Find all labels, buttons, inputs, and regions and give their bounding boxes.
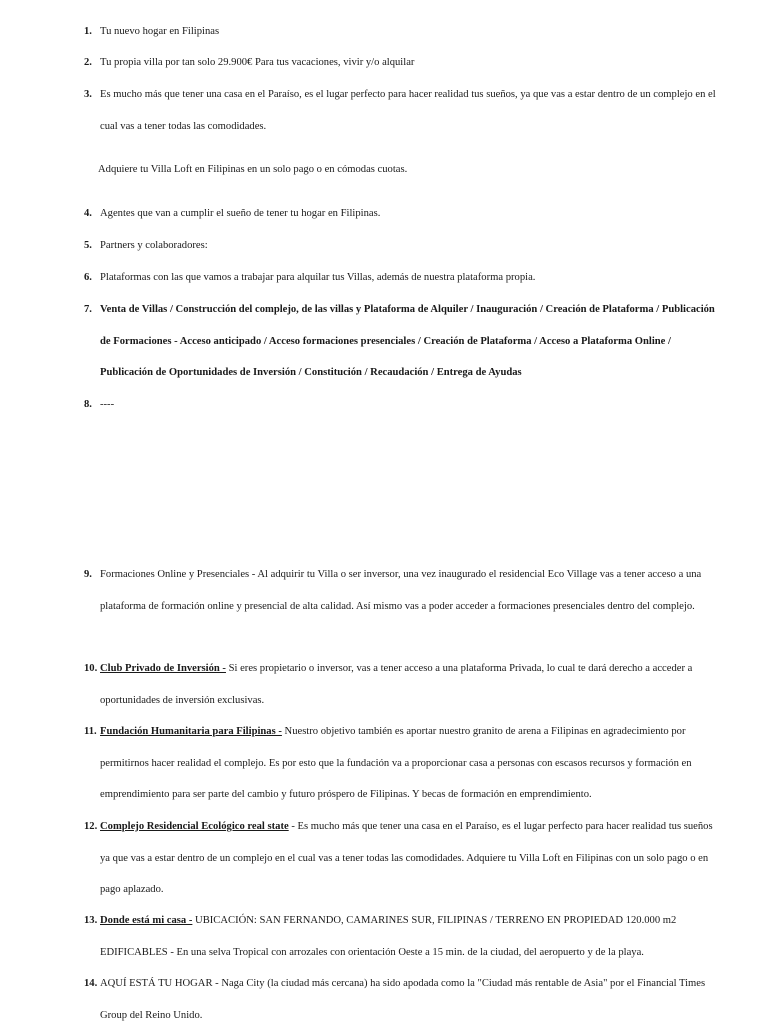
item-text: Venta de Villas / Construcción del complejo, de las villas y Plataforma de Alquiler / Inauguración / Creación de Plataforma / Publicación de Formaciones - Acceso anticipado / Acceso formaciones presenciales / Creación de Plataforma / Acceso a Plataforma Online / Publicación de Oportunidades de Inversión / Constitución / Recaudación / Entrega de Ayudas xyxy=(100,304,715,378)
item-text xyxy=(100,653,724,716)
item-heading: Club Privado de Inversión - xyxy=(100,663,226,674)
item-text: AQUÍ ESTÁ TU HOGAR - Naga City (la ciudad más cercana) ha sido apodada como la "Ciudad más rentable de Asia" por el Financial Times Group del Reino Unido. xyxy=(100,978,706,1021)
item-number: 12. xyxy=(84,821,98,832)
item-text: Formaciones Online y Presenciales - Al adquirir tu Villa o ser inversor, una vez inaugurado el residencial Eco Village vas a tener acceso a una plataforma de formación online y presencial de alta calidad. Así mismo vas a poder acceder a formaciones presenciales dentro del complejo. xyxy=(100,569,702,612)
item-text: ---- xyxy=(100,399,115,410)
item-number: 4. xyxy=(84,208,92,219)
item-number: 14. xyxy=(84,978,98,989)
list-item xyxy=(84,389,724,421)
list-item xyxy=(84,230,724,262)
list-item xyxy=(84,968,724,1031)
item-number: 6. xyxy=(84,272,92,283)
list-item xyxy=(84,198,724,230)
list-item xyxy=(84,559,724,622)
list-item xyxy=(84,47,724,79)
item-text: Plataformas con las que vamos a trabajar para alquilar tus Villas, además de nuestra plataforma propia. xyxy=(100,272,536,283)
item-number: 5. xyxy=(84,240,92,251)
item-text xyxy=(100,716,724,811)
item-body: Nuestro objetivo también es aportar nuestro granito de arena a Filipinas en agradecimiento por permitirnos hacer realidad el complejo. Es por esto que la fundación va a proporcionar casa a personas con escasos recursos y formación en emprendimiento para ser parte del cambio y futuro próspero de Filipinas. Y becas de formación en emprendimiento. xyxy=(100,726,692,800)
item-number: 9. xyxy=(84,569,92,580)
item-text xyxy=(100,811,724,906)
item-text: Tu nuevo hogar en Filipinas xyxy=(100,26,220,37)
item-body: - Es mucho más que tener una casa en el Paraíso, es el lugar perfecto para hacer realidad tus sueños ya que vas a estar dentro de un complejo en el cual vas a tener todas las comodidades. Adquiere tu Villa Loft en Filipinas con un solo pago o en pago aplazado. xyxy=(100,821,713,895)
item-text xyxy=(100,905,724,968)
item-heading: Fundación Humanitaria para Filipinas - xyxy=(100,726,282,737)
list-item xyxy=(84,16,724,48)
list-item xyxy=(84,653,724,716)
item-body: UBICACIÓN: SAN FERNANDO, CAMARINES SUR, FILIPINAS / TERRENO EN PROPIEDAD 120.000 m2 EDIFICABLES - En una selva Tropical con arrozales con orientación Oeste a 15 min. de la ciudad, del aeropuerto y de la playa. xyxy=(100,915,677,958)
item-number: 3. xyxy=(84,89,92,100)
item-heading: Donde está mi casa - xyxy=(100,915,193,926)
item-text: Partners y colaboradores: xyxy=(100,240,208,251)
item-number: 10. xyxy=(84,663,98,674)
item-number: 8. xyxy=(84,399,92,410)
list-item xyxy=(84,262,724,294)
item-number: 13. xyxy=(84,915,98,926)
item-body: Si eres propietario o inversor, vas a tener acceso a una plataforma Privada, lo cual te dará derecho a acceder a oportunidades de inversión exclusivas. xyxy=(100,663,693,706)
item-text: Tu propia villa por tan solo 29.900€ Para tus vacaciones, vivir y/o alquilar xyxy=(100,57,415,68)
list-item xyxy=(84,294,724,389)
paragraph-text: Adquiere tu Villa Loft en Filipinas en un solo pago o en cómodas cuotas. xyxy=(98,164,408,175)
item-number: 2. xyxy=(84,57,92,68)
item-text: Agentes que van a cumplir el sueño de tener tu hogar en Filipinas. xyxy=(100,208,381,219)
list-item xyxy=(84,716,724,811)
item-number: 1. xyxy=(84,26,92,37)
list-item xyxy=(84,811,724,906)
list-item xyxy=(84,905,724,968)
item-number: 11. xyxy=(84,726,97,737)
item-heading: Complejo Residencial Ecológico real state xyxy=(100,821,289,832)
item-number: 7. xyxy=(84,304,92,315)
item-text: Es mucho más que tener una casa en el Paraíso, es el lugar perfecto para hacer realidad tus sueños, ya que vas a estar dentro de un complejo en el cual vas a tener todas las comodidades. xyxy=(100,89,716,132)
list-item xyxy=(84,79,724,142)
